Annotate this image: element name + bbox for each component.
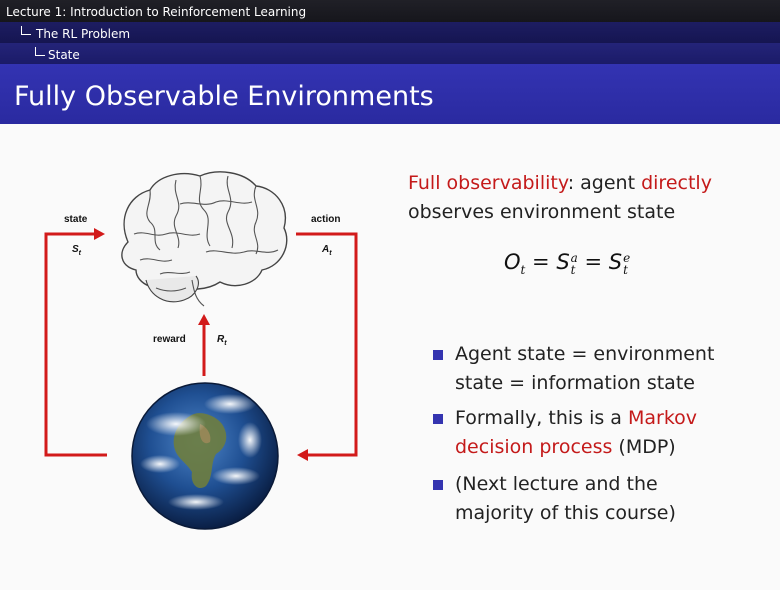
eq-sa-scripts	[571, 252, 578, 276]
header-lecture-bar	[0, 0, 780, 22]
reward-symbol	[217, 334, 227, 347]
eq-se-scripts	[623, 252, 630, 276]
bullet-2-markov: Markov	[628, 407, 698, 429]
eq-o-sub: t	[520, 263, 526, 278]
action-symbol-letter: A	[322, 244, 330, 255]
action-symbol-sub: t	[329, 250, 332, 257]
tree-branch-icon	[21, 26, 31, 35]
reward-symbol-sub: t	[224, 340, 227, 347]
definition-line-2: observes environment state	[408, 201, 676, 223]
bullet-2-line-1	[455, 407, 697, 429]
state-arrowhead	[94, 228, 105, 240]
bullet-1-line-2: state = information state	[455, 372, 695, 394]
bullet-3-marker	[433, 480, 443, 490]
definition-colon: : agent	[567, 172, 642, 194]
definition-term: Full observability	[408, 172, 568, 194]
slide-title: Fully Observable Environments	[14, 81, 434, 112]
tree-branch-icon	[35, 47, 45, 56]
action-symbol	[322, 244, 332, 257]
reward-arrowhead	[198, 314, 210, 325]
eq-o: O	[504, 250, 521, 274]
state-arrow	[46, 234, 107, 455]
action-arrowhead	[297, 449, 308, 461]
bullet-2-decision-process: decision process	[455, 436, 613, 458]
observation-equation	[504, 250, 630, 277]
action-label: action	[311, 214, 341, 225]
bullet-2-line-2	[455, 436, 676, 458]
reward-symbol-letter: R	[217, 334, 225, 345]
title-bar	[0, 64, 780, 124]
bullet-3-line-2: majority of this course)	[455, 502, 676, 524]
bullet-1-marker	[433, 350, 443, 360]
header-subsection: State	[48, 48, 80, 62]
eq-se-sub: t	[623, 262, 628, 277]
earth-icon	[132, 383, 278, 529]
state-symbol-letter: S	[72, 244, 79, 255]
bullet-2-post: (MDP)	[612, 436, 676, 458]
eq-equals-1: =	[525, 250, 557, 274]
header-subsection-bar	[0, 43, 780, 64]
header-section-bar	[0, 22, 780, 43]
definition-emph: directly	[641, 172, 712, 194]
state-symbol	[72, 244, 81, 257]
header-section: The RL Problem	[36, 27, 131, 41]
brain-icon	[122, 172, 287, 306]
bullet-1-line-1: Agent state = environment	[455, 343, 715, 365]
eq-sa-sub: t	[570, 262, 576, 277]
eq-sa-sup: a	[570, 250, 578, 265]
agent-environment-diagram	[0, 124, 400, 590]
action-arrow	[296, 234, 356, 455]
bullet-2-pre: Formally, this is a	[455, 407, 628, 429]
eq-se-sup: e	[623, 250, 631, 265]
definition-line-1	[408, 172, 712, 194]
header-lecture: Lecture 1: Introduction to Reinforcement Learning	[6, 5, 307, 19]
eq-se: S	[608, 250, 623, 274]
eq-sa: S	[556, 250, 570, 274]
state-label: state	[64, 214, 88, 225]
bullet-2-marker	[433, 414, 443, 424]
diagram-graphics	[0, 124, 400, 590]
bullet-3-line-1: (Next lecture and the	[455, 473, 658, 495]
reward-label: reward	[153, 334, 186, 345]
eq-equals-2: =	[577, 250, 609, 274]
state-symbol-sub: t	[78, 250, 82, 257]
